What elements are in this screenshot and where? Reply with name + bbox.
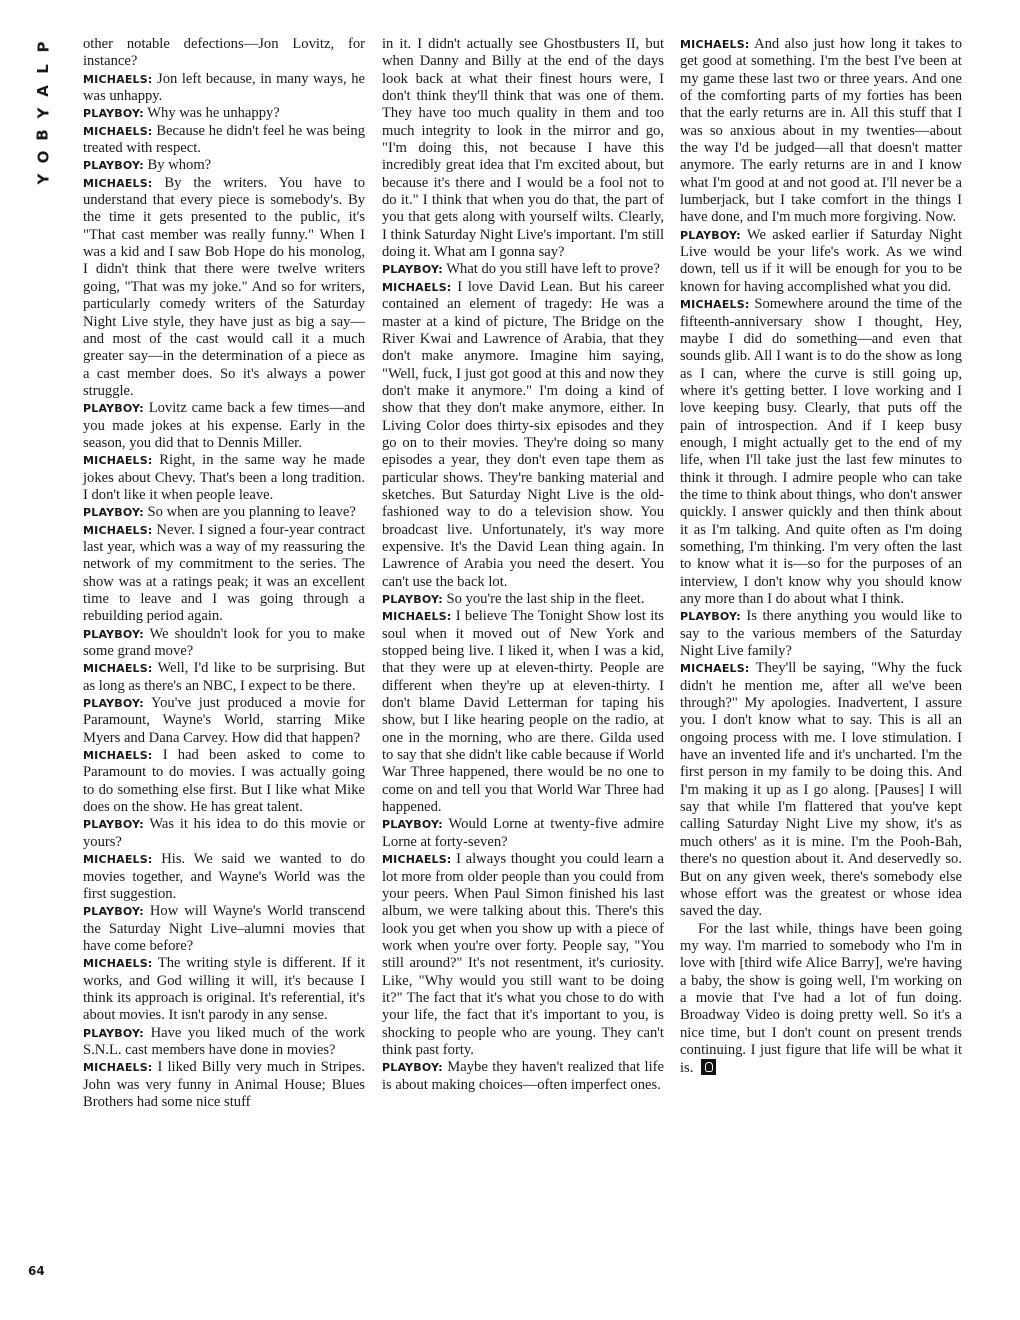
paragraph-text: By whom? bbox=[147, 157, 212, 174]
paragraph-text: How will Wayne's World transcend the Saturday Night Live–alumni movies that have come before? bbox=[83, 903, 366, 954]
paragraph-text: in it. I didn't actually see Ghostbusters II, but when Danny and Billy at the end of the days look back at what their finest hours were, I don't think they'll think that was one of them. They have too much quality in them and too much integrity to look in the mirror and go, "I'm doing this, not because I have this incredibly great idea that I'm excited about, but because it's there and I would be a fool not to do it." I think that when you do that, the part of you that gets along with yourself wilts. Clearly, I think Saturday Night Live's important. I'm still doing it. What am I gonna say? bbox=[382, 36, 664, 261]
paragraph-text: So you're the last ship in the fleet. bbox=[446, 591, 645, 607]
paragraph-text: By the writers. You have to understand that every piece is somebody's. By the time it gets presented to the public, it's "That cast member was really funny." When I was a kid and I saw Bob Hope do his monolog, I didn't think that there were twelve writers going, "That was my joke." And so for writers, particularly comedy writers of the Saturday Night Live style, they have just as big a say—and most of the cast would call it a much greater say—in the determination of a piece as a cast member does. So it's always a power struggle. bbox=[83, 174, 365, 399]
interview-exchange bbox=[83, 452, 365, 504]
speaker-label: MICHAELS: bbox=[680, 662, 750, 676]
interview-exchange bbox=[680, 660, 962, 920]
speaker-label: PLAYBOY: bbox=[382, 263, 443, 277]
speaker-label: PLAYBOY: bbox=[680, 610, 741, 624]
paragraph-text: I liked Billy very much in Stripes. John was very funny in Animal House; Blues Brothers had some nice stuff bbox=[83, 1059, 365, 1110]
paragraph-text: Lovitz came back a few times—and you made jokes at his expense. Early in the season, you did that to Dennis Miller. bbox=[83, 400, 365, 451]
interview-exchange bbox=[83, 747, 365, 816]
interview-exchange bbox=[382, 851, 664, 1059]
interview-exchange bbox=[83, 105, 365, 122]
speaker-label: MICHAELS: bbox=[83, 1061, 153, 1075]
speaker-label: PLAYBOY: bbox=[83, 697, 144, 711]
speaker-label: MICHAELS: bbox=[382, 853, 452, 867]
paragraph-text: You've just produced a movie for Paramount, Wayne's World, starring Mike Myers and Dana Carvey. How did that happen? bbox=[83, 695, 365, 746]
paragraph-text: I always thought you could learn a lot more from older people than you could from your peers. When Paul Simon finished his last album, we were talking about this. There's this look you get when you show up with a piece of work when you're over forty. People say, "You still around?" It's not resentment, it's curiosity. Like, "Why would you still want to be doing it?" The fact that it's what you chose to do with your life, the fact that it's important to you, is shocking to people who are young. They can't think past forty. bbox=[382, 851, 664, 1058]
interview-exchange bbox=[83, 1025, 365, 1060]
speaker-label: PLAYBOY: bbox=[83, 159, 144, 173]
paragraph-text: We asked earlier if Saturday Night Live would be your life's work. As we wind down, tell us if it will be enough for you to be known for having accomplished what you did. bbox=[680, 226, 962, 295]
speaker-label: MICHAELS: bbox=[680, 298, 750, 312]
speaker-label: MICHAELS: bbox=[83, 662, 153, 676]
interview-exchange bbox=[83, 660, 365, 695]
interview-exchange bbox=[83, 851, 365, 903]
continued-paragraph bbox=[680, 921, 962, 1078]
interview-exchange bbox=[83, 123, 365, 158]
speaker-label: MICHAELS: bbox=[83, 72, 153, 86]
speaker-label: PLAYBOY: bbox=[83, 1026, 144, 1040]
interview-exchange bbox=[83, 522, 365, 626]
speaker-label: PLAYBOY: bbox=[382, 1061, 443, 1075]
sidebar-letter: P bbox=[34, 41, 52, 53]
paragraph-text: Was it his idea to do this movie or yours? bbox=[83, 816, 365, 850]
sidebar-letter: Y bbox=[34, 107, 52, 119]
speaker-label: PLAYBOY: bbox=[83, 627, 144, 641]
paragraph-text: Would Lorne at twenty-five admire Lorne at forty-seven? bbox=[382, 816, 665, 850]
page-number: 64 bbox=[28, 1264, 45, 1278]
speaker-label: MICHAELS: bbox=[83, 523, 153, 537]
interview-exchange bbox=[382, 1059, 664, 1094]
interview-exchange bbox=[382, 608, 664, 816]
paragraph-text: I love David Lean. But his career contained an element of tragedy: He was a master at a kind of picture, The Bridge on the River Kwai and Lawrence of Arabia, that they don't make anymore. Imagine him saying, "Well, fuck, I just got good at this and now they don't make it anymore." I'm doing a kind of show that they don't make anymore, either. In Living Color does thirty-six episodes and they go on to their movies. They're doing so many episodes a year, they don't even tape them as particular shows. They're banking material and sketches. But Saturday Night Live is the old-fashioned way to do a television show. You broadcast live. Unfortunately, it's way more expensive. It's the David Lean thing again. In Lawrence of Arabia you need the desert. You can't use the back lot. bbox=[382, 278, 664, 590]
paragraph-text: Jon left because, in many ways, he was unhappy. bbox=[83, 70, 365, 105]
paragraph-text: Is there anything you would like to say to the various members of the Saturday Night Live family? bbox=[680, 608, 963, 660]
speaker-label: PLAYBOY: bbox=[83, 402, 144, 416]
paragraph-text: Why was he unhappy? bbox=[147, 105, 280, 122]
paragraph-text: Have you liked much of the work S.N.L. cast members have done in movies? bbox=[83, 1024, 365, 1058]
speaker-label: MICHAELS: bbox=[382, 610, 452, 624]
interview-exchange bbox=[680, 296, 962, 608]
sidebar-letter: Y bbox=[34, 173, 52, 185]
interview-exchange bbox=[83, 816, 365, 851]
paragraph-text: And also just how long it takes to get good at something. I'm the best I've been at my game these last two or three years. And one of the comforting parts of my forties has been that the early returns are in. All this stuff that I was so anxious about in my twenties—about the way I'd be judged—all that doesn't matter anymore. The early returns are in and I know what I'm good at and not good at. I'll never be a lumberjack, but I take comfort in the things I have done, and I'm much more forgiving. Now. bbox=[680, 36, 962, 226]
speaker-label: PLAYBOY: bbox=[83, 818, 144, 832]
interview-exchange bbox=[680, 608, 962, 660]
interview-exchange bbox=[382, 816, 664, 851]
interview-exchange bbox=[83, 175, 365, 400]
speaker-label: PLAYBOY: bbox=[83, 506, 144, 520]
rabbit-head-end-mark-icon bbox=[701, 1059, 716, 1075]
paragraph-text: Right, in the same way he made jokes about Chevy. That's been a long tradition. I don't like it when people leave. bbox=[83, 452, 365, 503]
sidebar-letter: B bbox=[34, 129, 52, 141]
speaker-label: MICHAELS: bbox=[83, 454, 153, 468]
paragraph-text: Never. I signed a four-year contract last year, which was a way of my reassuring the network of my commitment to the series. The show was at a ratings peak; it was an excellent time to leave and I was going through a rebuilding period again. bbox=[83, 521, 365, 625]
sidebar-letter: O bbox=[33, 150, 52, 164]
interview-exchange bbox=[83, 157, 365, 174]
speaker-label: MICHAELS: bbox=[83, 853, 153, 867]
interview-exchange bbox=[83, 504, 365, 521]
paragraph-text: So when are you planning to leave? bbox=[147, 504, 356, 521]
continued-paragraph bbox=[83, 36, 365, 71]
interview-exchange bbox=[680, 36, 962, 227]
paragraph-text: His. We said we wanted to do movies together, and Wayne's World was the first suggestion. bbox=[83, 851, 365, 902]
interview-exchange bbox=[680, 227, 962, 296]
interview-exchange bbox=[83, 903, 365, 955]
paragraph-text: I had been asked to come to Paramount to do movies. I was actually going to do something else first. But I like what Mike does on the show. He has great talent. bbox=[83, 747, 365, 816]
sidebar-letter: L bbox=[34, 64, 52, 74]
continued-paragraph bbox=[382, 36, 664, 261]
paragraph-text: For the last while, things have been going my way. I'm married to somebody who I'm in love with [third wife Alice Barry], we're having a baby, the show is going well, I'm working on a movie that I've had a lot of fun doing. Broadway Video is doing pretty well. So it's a nice time, but I don't count on present trends continuing. I just figure that life will be what it is. bbox=[680, 920, 962, 1077]
text-column-3 bbox=[680, 36, 962, 1078]
interview-exchange bbox=[382, 591, 664, 608]
paragraph-text: Somewhere around the time of the fifteenth-anniversary show I thought, Hey, maybe I did do something—and even that sounds glib. All I want is to do the show as long as I can, where the curve is still going up, where it's getting better. I love working and I love keeping busy. Clearly, that puts off the pain of introspection. And if I keep busy enough, I might actually get to the end of my life, when I'll take just the last few minutes to think it through. I admire people who can take the time to think about things, who don't answer quickly. I answer quickly and then think about it as I'm talking. And quite often as I'm doing something, I'm thinking. I'm very often the last to know what it is—so for the purposes of an interview, I don't know why you should know any more than I do about what I think. bbox=[680, 296, 962, 607]
magazine-sidebar-wordmark bbox=[32, 36, 54, 190]
interview-exchange bbox=[83, 955, 365, 1024]
sidebar-letter: A bbox=[33, 85, 52, 97]
interview-exchange bbox=[83, 71, 365, 106]
paragraph-text: other notable defections—Jon Lovitz, for instance? bbox=[83, 36, 365, 70]
speaker-label: PLAYBOY: bbox=[680, 228, 741, 242]
speaker-label: PLAYBOY: bbox=[83, 107, 144, 121]
interview-exchange bbox=[83, 626, 365, 661]
speaker-label: PLAYBOY: bbox=[382, 593, 443, 606]
paragraph-text: Well, I'd like to be surprising. But as long as there's an NBC, I expect to be there. bbox=[83, 660, 365, 694]
speaker-label: MICHAELS: bbox=[83, 957, 153, 971]
text-column-1 bbox=[83, 36, 365, 1111]
interview-exchange bbox=[83, 1059, 365, 1111]
speaker-label: MICHAELS: bbox=[680, 38, 750, 51]
text-column-2 bbox=[382, 36, 664, 1094]
paragraph-text: The writing style is different. If it works, and God willing it will, it's because I think its approach is original. It's referential, it's about movies. It isn't parody in any sense. bbox=[83, 955, 366, 1024]
paragraph-text: I believe The Tonight Show lost its soul when it moved out of New York and stopped being live. I liked it, when I was a kid, that they were up at eleven-thirty. People are different when they're up at eleven-thirty. I don't blame David Letterman for taping his show, but I like hearing people on the radio, at one in the morning, who are there. Gilda used to say that she didn't like cable because if World War Three happened, there would be no one to come on and tell you that World War Three had happened. bbox=[382, 608, 664, 816]
interview-exchange bbox=[83, 400, 365, 452]
speaker-label: MICHAELS: bbox=[83, 176, 153, 190]
paragraph-text: Because he didn't feel he was being treated with respect. bbox=[83, 122, 365, 157]
paragraph-text: We shouldn't look for you to make some grand move? bbox=[83, 625, 365, 660]
speaker-label: MICHAELS: bbox=[382, 280, 452, 294]
speaker-label: MICHAELS: bbox=[83, 749, 153, 763]
interview-exchange bbox=[382, 261, 664, 278]
speaker-label: PLAYBOY: bbox=[83, 905, 144, 919]
paragraph-text: They'll be saying, "Why the fuck didn't he mention me, after all we've been through?" My apologies. Inadvertent, I assure you. I don't know what to say. This is all an ongoing process with me. I love stimulation. I have an invented life and it's uncharted. I'm the first person in my family to be doing this. And I'm making it up as I go along. [Pauses] I will say that while I'm flattered that you've kept calling Saturday Night Live my show, it's as much others' as it is mine. I'm the Pooh-Bah, there's no question about it. And deservedly so. But on any given week, there's somebody else whose effort was the greatest or whose idea saved the day. bbox=[680, 660, 963, 920]
speaker-label: MICHAELS: bbox=[83, 124, 153, 138]
interview-exchange bbox=[83, 695, 365, 747]
paragraph-text: Maybe they haven't realized that life is about making choices—often imperfect ones. bbox=[382, 1059, 664, 1093]
paragraph-text: What do you still have left to prove? bbox=[446, 261, 660, 278]
interview-exchange bbox=[382, 279, 664, 591]
speaker-label: PLAYBOY: bbox=[382, 818, 443, 832]
